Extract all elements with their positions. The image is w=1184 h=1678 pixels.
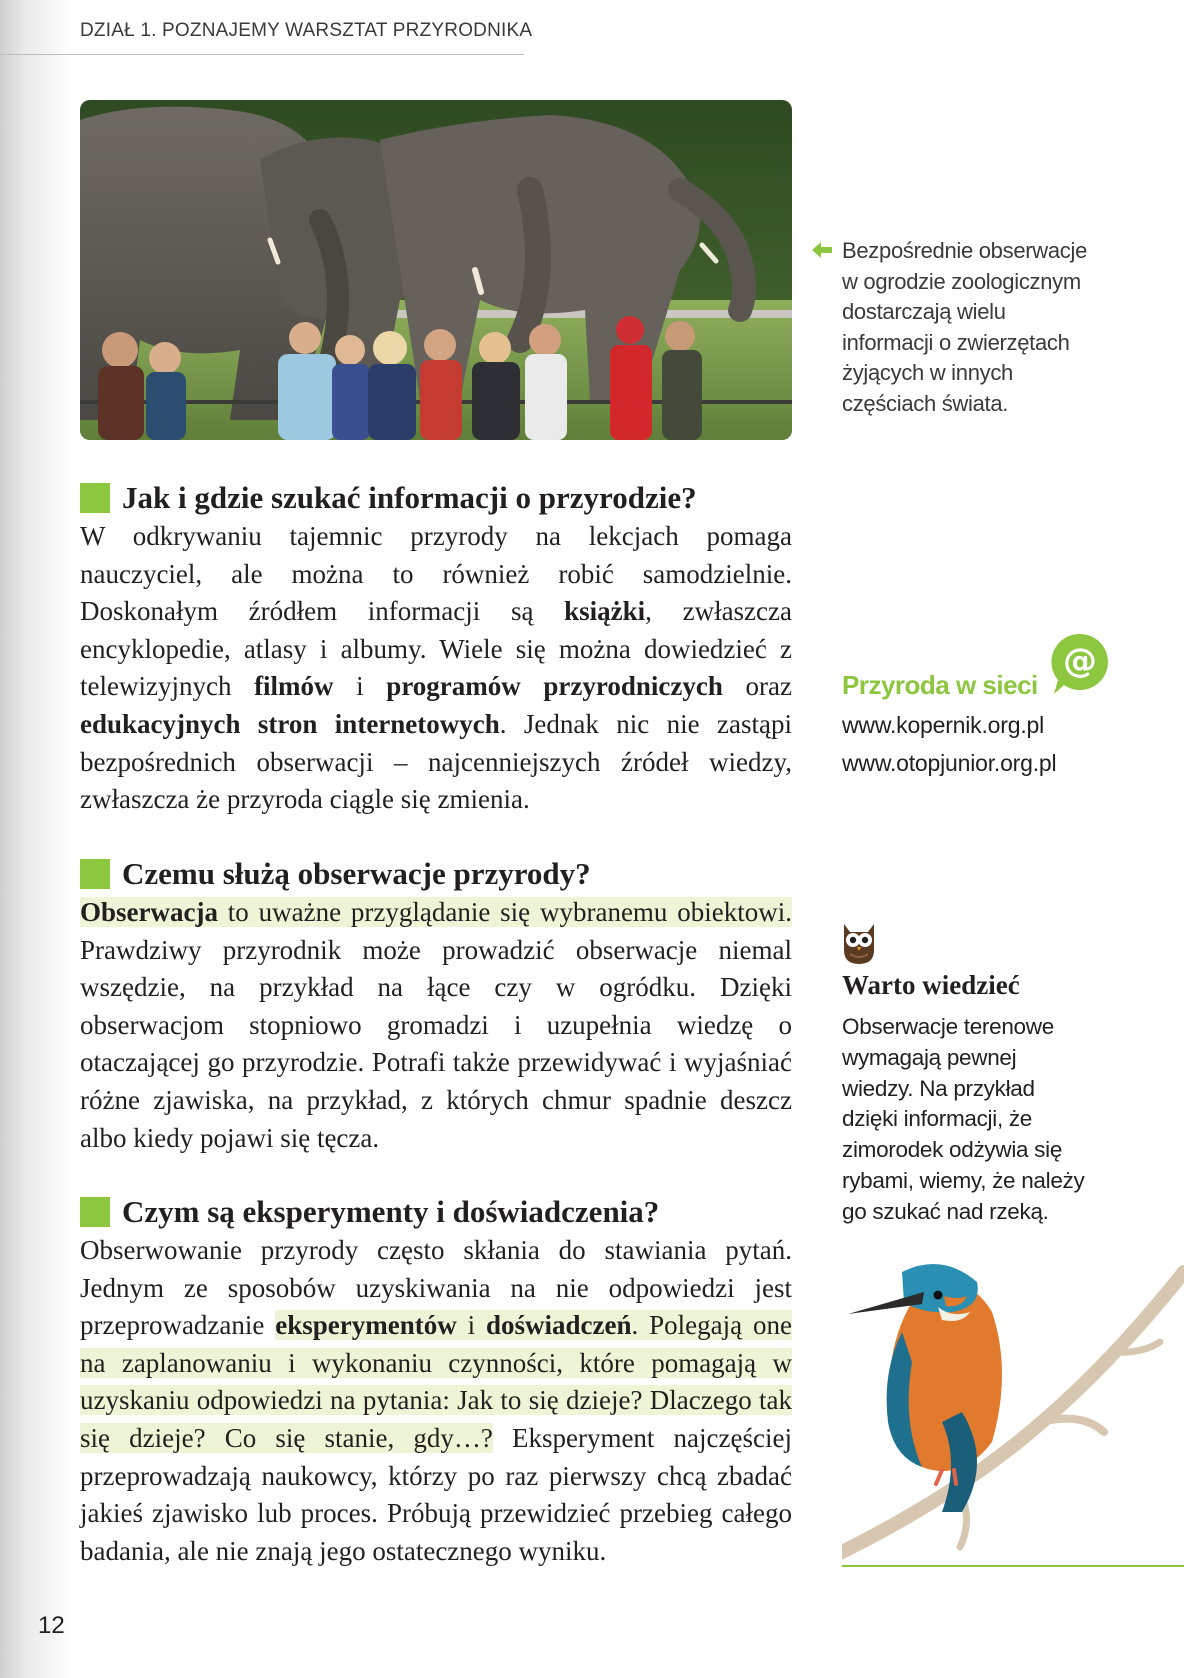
- section-paragraph-1: W odkrywaniu tajemnic przyrody na lekcjach pomaga nauczyciel, ale można to również robić samodzielnie. Doskonałym źródłem informacji są książki, zwłaszcza encyklopedie, atlasy i albumy. Wiele się można dowiedzieć z telewizyjnych filmów i programów przyrodniczych oraz edukacyjnych stron internetowych. Jednak nic nie zastąpi bezpośrednich obserwacji – najcenniejszych źródeł wiedzy, zwłaszcza że przyroda ciągle się zmienia.: [80, 521, 792, 815]
- chapter-header: DZIAŁ 1. POZNAJEMY WARSZTAT PRZYRODNIKA: [80, 20, 533, 41]
- kingfisher-image: [842, 1262, 1184, 1562]
- at-sign-icon: [1050, 632, 1110, 696]
- definition-highlight: eksperymentów i doświadczeń. Polegają one na zaplanowaniu i wykonaniu czynności, które pomagają w uzyskaniu odpowiedzi na pytania: Jak to się dzieje? Dlaczego tak się dzieje? Co się stanie, gdy…?: [80, 1310, 792, 1453]
- web-link[interactable]: www.kopernik.org.pl: [842, 712, 1045, 738]
- section-heading-1: Jak i gdzie szukać informacji o przyrodzie?: [80, 480, 697, 516]
- sidebar-bottom-rule: [842, 1565, 1184, 1567]
- green-square-icon: [80, 859, 110, 889]
- svg-text:@: @: [1063, 641, 1097, 681]
- page-number: 12: [38, 1612, 65, 1639]
- section-paragraph-2: Obserwacja to uważne przyglądanie się wybranemu obiektowi. Prawdziwy przyrodnik może prowadzić obserwacje niemal wszędzie, na przykład na łące czy w ogródku. Dzięki obserwacjom stopniowo gromadzi i uzupełnia wiedzę o otaczającej go przyrodzie. Potrafi także przewidywać i wyjaśniać różne zjawiska, na przykład, z których chmur spadnie deszcz albo kiedy pojawi się tęcza.: [80, 897, 792, 1153]
- section-heading-2: Czemu służą obserwacje przyrody?: [80, 856, 591, 892]
- photo-caption: Bezpośrednie obserwacje w ogrodzie zoologicznym dostarczają wielu informacji o zwierzętach żyjących w innych częściach świata.: [842, 238, 1088, 416]
- section-heading-3: Czym są eksperymenty i doświadczenia?: [80, 1194, 659, 1230]
- page-gutter-shadow: [0, 0, 70, 1678]
- net-title: Przyroda w sieci: [842, 670, 1038, 700]
- zoo-elephants-photo: [80, 100, 792, 440]
- green-square-icon: [80, 1197, 110, 1227]
- owl-icon: [840, 920, 878, 966]
- fact-title: Warto wiedzieć: [842, 970, 1020, 1000]
- header-rule: [0, 54, 524, 55]
- web-link[interactable]: www.otopjunior.org.pl: [842, 750, 1057, 776]
- fact-text: Obserwacje terenowe wymagają pewnej wiedzy. Na przykład dzięki informacji, że zimorodek odżywia się rybami, wiemy, że należy go szukać nad rzeką.: [842, 1014, 1085, 1224]
- definition-highlight: Obserwacja to uważne przyglądanie się wybranemu obiektowi.: [80, 897, 792, 927]
- caption-arrow-icon: [812, 240, 834, 260]
- green-square-icon: [80, 483, 110, 513]
- section-paragraph-3: Obserwowanie przyrody często skłania do stawiania pytań. Jednym ze sposobów uzyskiwania na nie odpowiedzi jest przeprowadzanie eksperymentów i doświadczeń. Polegają one na zaplanowaniu i wykonaniu czynności, które pomagają w uzyskaniu odpowiedzi na pytania: Jak to się dzieje? Dlaczego tak się dzieje? Co się stanie, gdy…? Eksperyment najczęściej przeprowadzają naukowcy, którzy po raz pierwszy chcą zbadać jakieś zjawisko lub proces. Próbują przewidzieć przebieg całego badania, ale nie znają jego ostatecznego wyniku.: [80, 1235, 792, 1566]
